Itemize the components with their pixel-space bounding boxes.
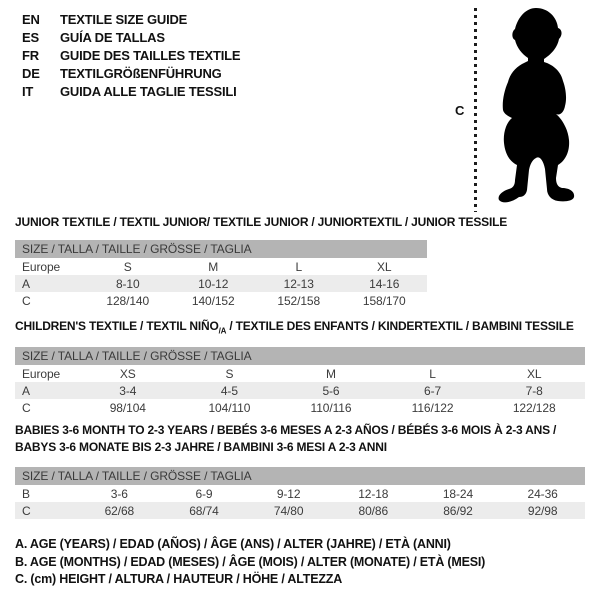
size-cell: L — [429, 366, 436, 381]
size-cell: XL — [526, 366, 542, 381]
size-cell: 116/122 — [411, 400, 454, 415]
guide-title: TEXTILGRÖßENFÜHRUNG — [60, 66, 222, 81]
table-row — [15, 275, 427, 292]
language-row — [22, 47, 240, 65]
size-cell: 12-13 — [256, 275, 342, 292]
size-cell: 158/170 — [362, 293, 406, 308]
guide-title: GUIDE DES TAILLES TEXTILE — [60, 48, 241, 63]
language-row — [22, 11, 240, 29]
size-header-bar: SIZE / TALLA / TAILLE / GRÖSSE / TAGLIA — [15, 347, 585, 365]
children-size-table — [15, 347, 585, 416]
table-row — [15, 485, 585, 502]
size-cell: 10-12 — [171, 275, 257, 292]
language-code: EN — [22, 12, 40, 27]
size-cell: 104/110 — [208, 400, 251, 415]
size-cell: 3-4 — [77, 382, 179, 399]
language-row — [22, 65, 240, 83]
size-cell: 24-36 — [527, 486, 558, 501]
guide-title: TEXTILE SIZE GUIDE — [60, 12, 188, 27]
size-cell: 3-6 — [110, 486, 128, 501]
size-cell: 128/140 — [106, 293, 150, 308]
size-cell: XS — [119, 366, 136, 381]
size-cell: 6-7 — [382, 382, 484, 399]
children-title-text: / TEXTILE DES ENFANTS / KINDERTEXTIL / BAMBINI TESSILE — [226, 319, 574, 333]
row-label: Europe — [22, 366, 61, 381]
row-label: Europe — [22, 259, 61, 274]
children-title-text: CHILDREN'S TEXTILE / TEXTIL NIÑO — [15, 319, 219, 333]
size-cell: 152/158 — [277, 293, 321, 308]
footnote-age-months: B. AGE (MONTHS) / EDAD (MESES) / ÂGE (MOIS) / ALTER (MONATE) / ETÀ (MESI) — [15, 554, 486, 569]
size-cell: 12-18 — [358, 486, 389, 501]
language-code: ES — [22, 30, 39, 45]
babies-section-title — [15, 422, 556, 456]
size-cell: XL — [377, 259, 392, 274]
size-cell: S — [123, 259, 132, 274]
size-cell: 14-16 — [342, 275, 428, 292]
size-cell: 7-8 — [483, 382, 585, 399]
size-cell: 86/92 — [416, 502, 501, 519]
row-label: C — [22, 293, 31, 308]
size-cell: 5-6 — [280, 382, 382, 399]
babies-title-line1: BABIES 3-6 MONTH TO 2-3 YEARS / BEBÉS 3-6 MESES A 2-3 AÑOS / BÉBÉS 3-6 MOIS À 2-3 ANS / — [15, 423, 557, 437]
children-section-title — [15, 319, 574, 335]
babies-size-table — [15, 467, 585, 519]
language-title-block — [22, 11, 240, 101]
row-label: A — [15, 382, 77, 399]
babies-title-line2: BABYS 3-6 MONATE BIS 2-3 JAHRE / BAMBINI 3-6 MESI A 2-3 ANNI — [15, 440, 387, 454]
size-cell: 4-5 — [179, 382, 281, 399]
size-cell: 9-12 — [276, 486, 301, 501]
children-title-subscript: /A — [218, 326, 227, 336]
size-cell: 92/98 — [500, 502, 585, 519]
size-cell: 98/104 — [109, 400, 146, 415]
size-cell: 62/68 — [77, 502, 162, 519]
size-cell: S — [225, 366, 234, 381]
junior-section-title: JUNIOR TEXTILE / TEXTIL JUNIOR/ TEXTILE JUNIOR / JUNIORTEXTIL / JUNIOR TESSILE — [15, 215, 508, 229]
table-row — [15, 382, 585, 399]
height-measure-dashed-line — [474, 8, 477, 212]
size-cell: 8-10 — [85, 275, 171, 292]
row-label: C — [22, 400, 31, 415]
height-measure-label: C — [455, 103, 465, 118]
size-cell: 18-24 — [442, 486, 474, 501]
size-cell: 74/80 — [246, 502, 331, 519]
size-cell: 140/152 — [191, 293, 235, 308]
row-label: A — [15, 275, 85, 292]
footnote-age-years: A. AGE (YEARS) / EDAD (AÑOS) / ÂGE (ANS) / ALTER (JAHRE) / ETÀ (ANNI) — [15, 537, 451, 551]
size-cell: 6-9 — [195, 486, 213, 501]
size-cell: 80/86 — [331, 502, 416, 519]
size-header-bar: SIZE / TALLA / TAILLE / GRÖSSE / TAGLIA — [15, 467, 585, 485]
size-cell: M — [326, 366, 336, 381]
size-cell: L — [295, 259, 303, 274]
table-row — [15, 365, 585, 382]
language-code: IT — [22, 84, 34, 99]
table-row — [15, 258, 427, 275]
size-cell: 122/128 — [512, 400, 556, 415]
size-cell: M — [208, 259, 219, 274]
table-row — [15, 399, 585, 416]
size-cell: 110/116 — [310, 400, 352, 415]
guide-title: GUÍA DE TALLAS — [60, 30, 165, 45]
language-code: FR — [22, 48, 39, 63]
language-row — [22, 83, 240, 101]
language-code: DE — [22, 66, 40, 81]
table-row — [15, 292, 427, 309]
row-label: C — [15, 502, 77, 519]
size-cell: 68/74 — [162, 502, 247, 519]
footnote-height-cm: C. (cm) HEIGHT / ALTURA / HAUTEUR / HÖHE / ALTEZZA — [15, 572, 343, 586]
table-row — [15, 502, 585, 519]
size-header-bar: SIZE / TALLA / TAILLE / GRÖSSE / TAGLIA — [15, 240, 427, 258]
toddler-silhouette-icon — [482, 6, 592, 211]
footnotes — [15, 536, 485, 589]
language-row — [22, 29, 240, 47]
junior-size-table — [15, 240, 427, 309]
row-label: B — [22, 486, 30, 501]
guide-title: GUIDA ALLE TAGLIE TESSILI — [60, 84, 237, 99]
